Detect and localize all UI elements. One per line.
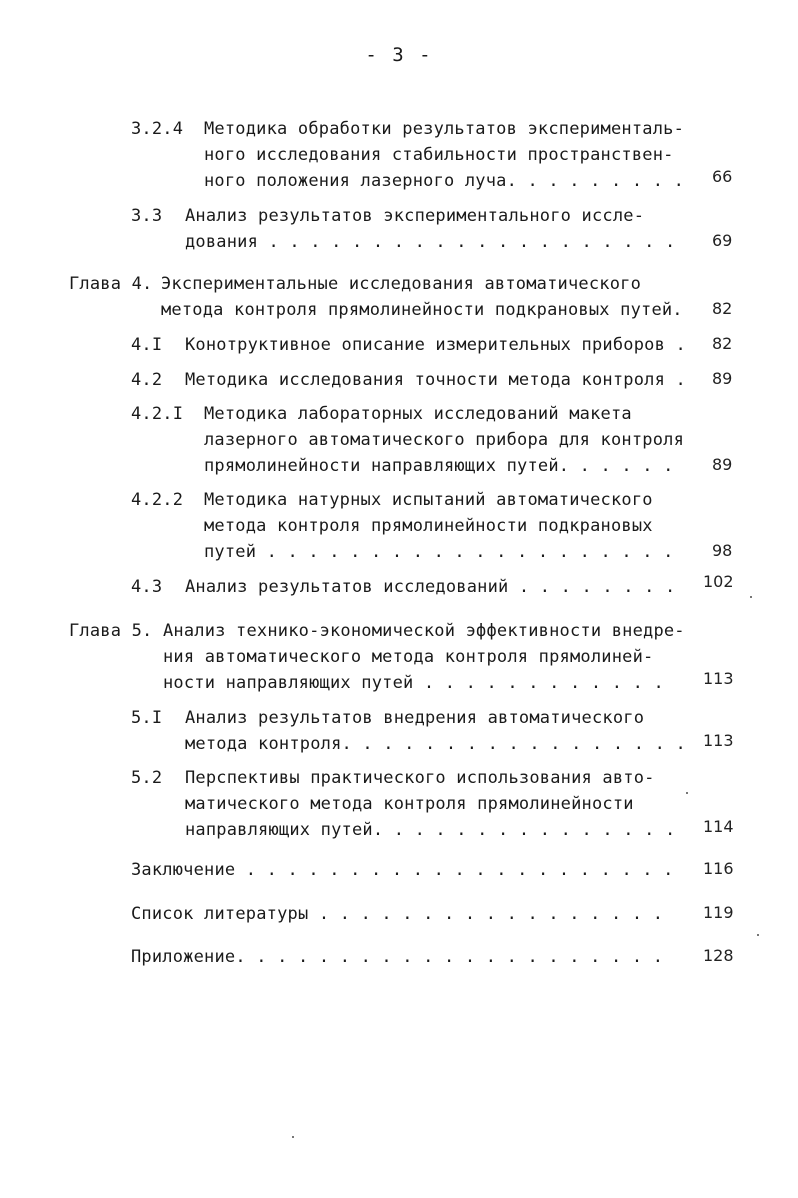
toc-entry-page: 69 — [712, 231, 733, 250]
toc-entry-text: Приложение. . . . . . . . . . . . . . . . . . . . . — [131, 947, 664, 967]
toc-entry-page: 82 — [712, 299, 733, 318]
toc-entry-text: Методика обработки результатов эксперименталь- — [204, 119, 685, 139]
toc-entry-text: Перспективы практического использования авто- — [185, 768, 655, 788]
toc-entry-text: Анализ результатов внедрения автоматического — [185, 708, 645, 728]
toc-entry-page: 113 — [703, 731, 734, 750]
toc-entry-text: метода контроля прямолинейности подкрановых путей. — [161, 300, 683, 320]
toc-entry-text: Методика исследования точности метода контроля . — [185, 370, 686, 390]
toc-entry-text: Экспериментальные исследования автоматического — [161, 274, 642, 294]
toc-entry-text: Анализ технико-экономической эффективности внедре- — [163, 621, 685, 641]
toc-entry-page: 98 — [712, 541, 733, 560]
toc-entry-text: направляющих путей. . . . . . . . . . . . . . . — [185, 820, 676, 840]
toc-chapter-number: Глава 5. — [69, 621, 153, 641]
toc-entry-page: 66 — [712, 167, 733, 186]
toc-entry-text: ности направляющих путей . . . . . . . . . . . . — [163, 673, 664, 693]
scan-speck — [686, 792, 688, 794]
toc-entry-text: Методика натурных испытаний автоматического — [204, 490, 653, 510]
toc-entry-page: 89 — [712, 369, 733, 388]
toc-entry-text: матического метода контроля прямолинейности — [185, 794, 634, 814]
toc-entry-text: ного исследования стабильности пространствен- — [204, 145, 674, 165]
toc-entry-number: 4.2 — [131, 370, 163, 390]
toc-entry-text: путей . . . . . . . . . . . . . . . . . . . . — [204, 542, 674, 562]
toc-entry-page: 116 — [703, 859, 734, 878]
toc-entry-number: 4.3 — [131, 577, 163, 597]
toc-entry-page: 102 — [703, 572, 734, 591]
toc-entry-number: 5.2 — [131, 768, 163, 788]
toc-chapter-number: Глава 4. — [69, 274, 153, 294]
scan-speck — [757, 934, 759, 936]
toc-entry-text: Список литературы . . . . . . . . . . . . . . . . . — [131, 904, 664, 924]
toc-entry-number: 5.I — [131, 708, 163, 728]
toc-entry-number: 3.3 — [131, 206, 163, 226]
toc-entry-number: 4.2.I — [131, 404, 184, 424]
toc-entry-page: 113 — [703, 669, 734, 688]
toc-entry-text: Анализ результатов исследований . . . . . . . . — [185, 577, 676, 597]
toc-entry-page: 119 — [703, 903, 734, 922]
toc-entry-page: 89 — [712, 455, 733, 474]
page-number: - 3 - — [365, 44, 433, 66]
toc-entry-text: Заключение . . . . . . . . . . . . . . . . . . . . . — [131, 860, 674, 880]
toc-entry-text: Методика лабораторных исследований макета — [204, 404, 632, 424]
scan-speck — [750, 596, 752, 598]
toc-entry-number: 4.I — [131, 335, 163, 355]
toc-entry-text: метода контроля прямолинейности подкрановых — [204, 516, 653, 536]
toc-entry-page: 114 — [703, 817, 734, 836]
toc-entry-number: 4.2.2 — [131, 490, 184, 510]
toc-entry-text: метода контроля. . . . . . . . . . . . . . . . . — [185, 734, 686, 754]
toc-entry-text: прямолинейности направляющих путей. . . . . . — [204, 456, 674, 476]
toc-entry-text: ния автоматического метода контроля прямолиней- — [163, 647, 654, 667]
toc-entry-text: Конотруктивное описание измерительных приборов . — [185, 335, 686, 355]
toc-entry-page: 128 — [703, 946, 734, 965]
toc-entry-text: дования . . . . . . . . . . . . . . . . . . . . — [185, 232, 676, 252]
scan-speck — [292, 1136, 294, 1138]
toc-entry-page: 82 — [712, 334, 733, 353]
toc-entry-text: Анализ результатов экспериментального иссле- — [185, 206, 645, 226]
toc-entry-text: лазерного автоматического прибора для контроля — [204, 430, 685, 450]
toc-entry-number: 3.2.4 — [131, 119, 184, 139]
toc-entry-text: ного положения лазерного луча. . . . . . . . . — [204, 171, 685, 191]
